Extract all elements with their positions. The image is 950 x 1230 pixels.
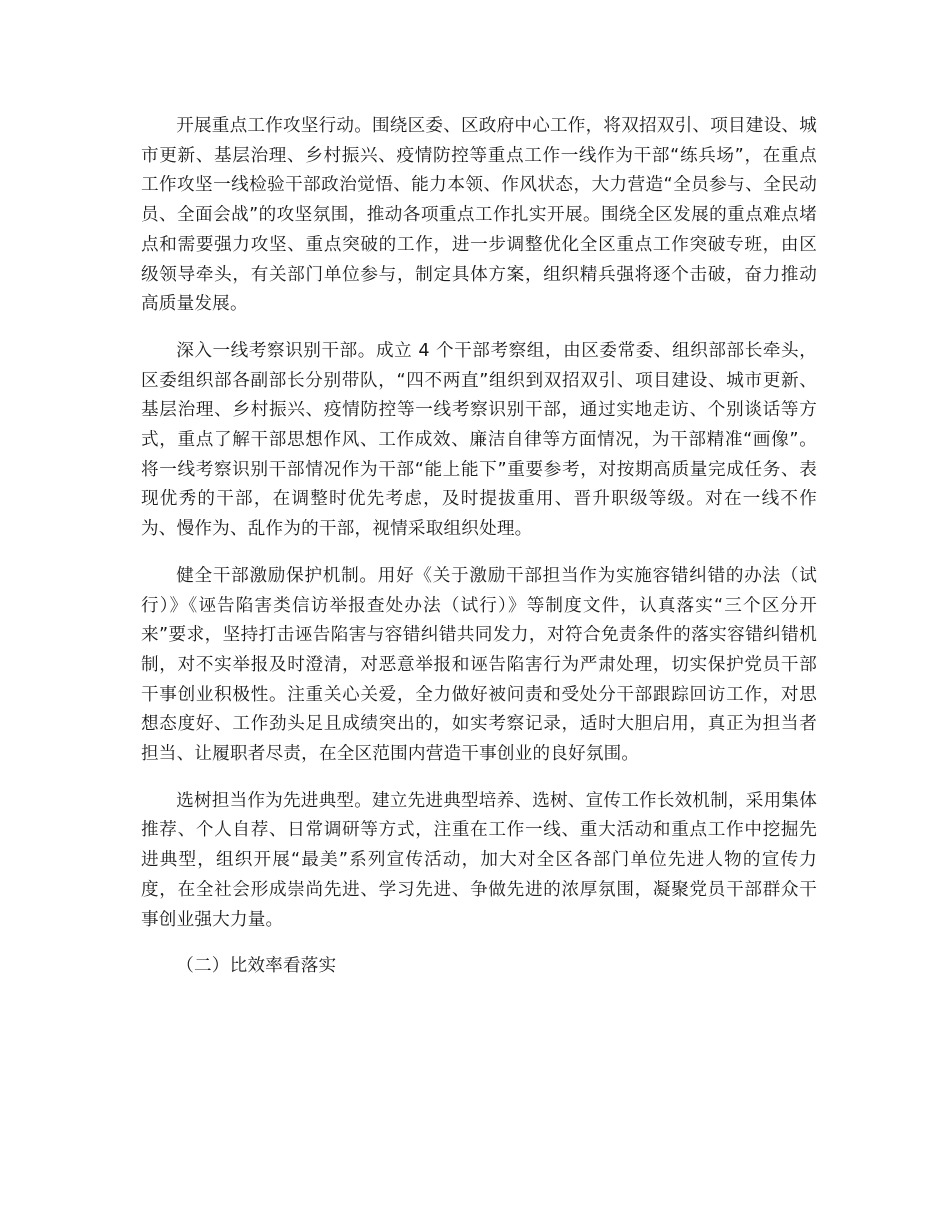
paragraph-frontline-inspection: 深入一线考察识别干部。成立 4 个干部考察组，由区委常委、组织部部长牵头，区委组织部各副部长分别带队，“四不两直”组织到双招双引、项目建设、城市更新、基层治理、乡村振兴、疫情防控等一线考察识别干部，通过实地走访、个别谈话等方式，重点了解干部思想作风、工作成效、廉洁自律等方面情况，为干部精准“画像”。将一线考察识别干部情况作为干部“能上能下”重要参考，对按期高质量完成任务、表现优秀的干部，在调整时优先考虑，及时提拔重用、晋升职级等级。对在一线不作为、慢作为、乱作为的干部，视情采取组织处理。 <box>141 340 817 540</box>
paragraph-key-work-campaign: 开展重点工作攻坚行动。围绕区委、区政府中心工作，将双招双引、项目建设、城市更新、基层治理、乡村振兴、疫情防控等重点工作一线作为干部“练兵场”，在重点工作攻坚一线检验干部政治觉悟、能力本领、作风状态，大力营造“全员参与、全民动员、全面会战”的攻坚氛围，推动各项重点工作扎实开展。围绕全区发展的重点难点堵点和需要强力攻坚、重点突破的工作，进一步调整优化全区重点工作突破专班，由区级领导牵头，有关部门单位参与，制定具体方案，组织精兵强将逐个击破，奋力推动高质量发展。 <box>141 116 817 315</box>
paragraph-incentive-protection: 健全干部激励保护机制。用好《关于激励干部担当作为实施容错纠错的办法（试行）》《诬告陷害类信访举报查处办法（试行）》等制度文件，认真落实“三个区分开来”要求，坚持打击诬告陷害与容错纠错共同发力，对符合免责条件的落实容错纠错机制，对不实举报及时澄清，对恶意举报和诬告陷害行为严肃处理，切实保护党员干部干事创业积极性。注重关心关爱，全力做好被问责和受处分干部跟踪回访工作，对思想态度好、工作劲头足且成绩突出的，如实考察记录，适时大胆启用，真正为担当者担当、让履职者尽责，在全区范围内营造干事创业的良好氛围。 <box>141 565 817 765</box>
paragraph-role-models: 选树担当作为先进典型。建立先进典型培养、选树、宣传工作长效机制，采用集体推荐、个人自荐、日常调研等方式，注重在工作一线、重大活动和重点工作中挖掘先进典型，组织开展“最美”系列宣传活动，加大对全区各部门单位先进人物的宣传力度，在全社会形成崇尚先进、学习先进、争做先进的浓厚氛围，凝聚党员干部群众干事创业强大力量。 <box>141 790 817 930</box>
section-heading: （二）比效率看落实 <box>176 956 337 977</box>
document-body <box>141 112 817 982</box>
